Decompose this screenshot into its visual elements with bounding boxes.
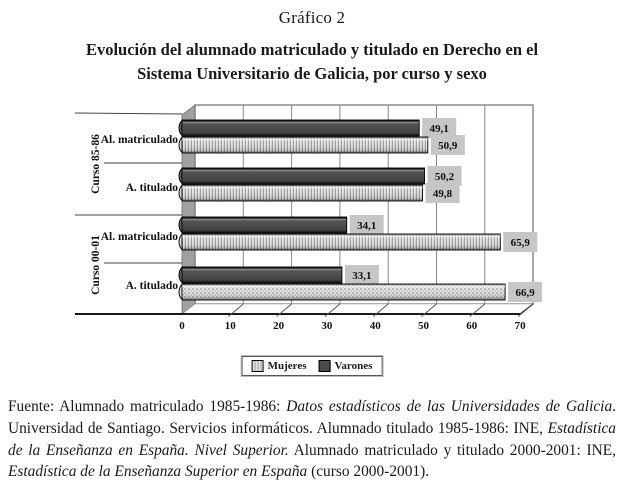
source-text-segment: Alumnado matriculado y titulado 2000-2001: INE, — [288, 441, 617, 459]
legend — [242, 356, 383, 376]
group-label-curso-8586: Curso 85-86 — [90, 134, 102, 194]
source-text-segment: Fuente: Alumnado matriculado 1985-1986: — [8, 398, 287, 415]
chart-title-line1: Evolución del alumnado matriculado y titulado en Derecho en el — [85, 40, 539, 59]
value-label — [426, 183, 460, 203]
x-tick-30: 30 — [321, 320, 333, 332]
bar-varones-8586-titulado — [179, 166, 462, 186]
svg-text:49,8: 49,8 — [432, 188, 453, 200]
value-label — [345, 265, 379, 285]
source-italic-segment: Estadística de la Enseñanza en España. Nivel Superior. — [8, 419, 616, 459]
varones-swatch-icon — [319, 360, 331, 372]
svg-text:49,1: 49,1 — [429, 123, 449, 135]
category-label-8586-titulado: A. titulado — [125, 182, 178, 194]
bar-varones-0001-matriculado — [179, 215, 384, 235]
bar-varones-8586-matriculado — [179, 118, 456, 138]
x-tick-0: 0 — [179, 320, 185, 332]
chart-title — [0, 38, 624, 86]
svg-text:66,9: 66,9 — [515, 287, 535, 299]
x-tick-20: 20 — [273, 320, 285, 332]
category-label-0001-matriculado: Al. matriculado — [100, 231, 178, 243]
value-label — [431, 135, 465, 155]
bar-chart — [0, 95, 624, 351]
svg-text:33,1: 33,1 — [352, 270, 372, 282]
chart-title-line2: Sistema Universitario de Galicia, por curso y sexo — [137, 64, 487, 83]
bar-mujeres-0001-matriculado — [179, 232, 537, 252]
bar-mujeres-8586-titulado — [179, 183, 460, 203]
x-axis-labels — [179, 320, 526, 332]
group-label-curso-0001: Curso 00-01 — [90, 235, 102, 295]
legend-label-mujeres: Mujeres — [267, 360, 307, 372]
source-italic-segment: Datos estadísticos de las Universidades de Galicia — [286, 398, 613, 415]
chart-number-title: Gráfico 2 — [278, 8, 346, 27]
legend-label-varones: Varones — [334, 360, 373, 372]
value-label — [350, 215, 384, 235]
value-label — [503, 232, 537, 252]
mujeres-swatch-icon — [252, 360, 264, 372]
bar-varones-0001-titulado — [179, 265, 379, 285]
x-tick-10: 10 — [224, 320, 236, 332]
x-tick-60: 60 — [466, 320, 478, 332]
svg-text:34,1: 34,1 — [357, 220, 377, 232]
x-tick-70: 70 — [514, 320, 526, 332]
plot-floor — [182, 304, 533, 314]
svg-text:50,9: 50,9 — [438, 140, 458, 152]
bar-mujeres-8586-matriculado — [179, 135, 465, 155]
category-label-0001-titulado: A. titulado — [125, 280, 178, 292]
svg-text:65,9: 65,9 — [510, 237, 530, 249]
source-italic-segment: Estadística de la Enseñanza Superior en España — [8, 463, 308, 481]
x-tick-50: 50 — [418, 320, 429, 332]
legend-item-mujeres — [252, 360, 307, 372]
source-text-segment: (curso 2000-2001). — [307, 463, 430, 481]
x-tick-40: 40 — [369, 320, 381, 332]
category-label-8586-matriculado: Al. matriculado — [100, 134, 178, 146]
source-note — [8, 396, 616, 483]
bar-mujeres-0001-titulado — [179, 282, 542, 302]
value-label — [508, 282, 542, 302]
svg-text:50,2: 50,2 — [434, 171, 455, 183]
legend-item-varones — [319, 360, 373, 372]
source-text-segment: . Universidad de Santiago. Servicios informáticos. Alumnado titulado 1985-1986: INE, — [8, 398, 617, 437]
